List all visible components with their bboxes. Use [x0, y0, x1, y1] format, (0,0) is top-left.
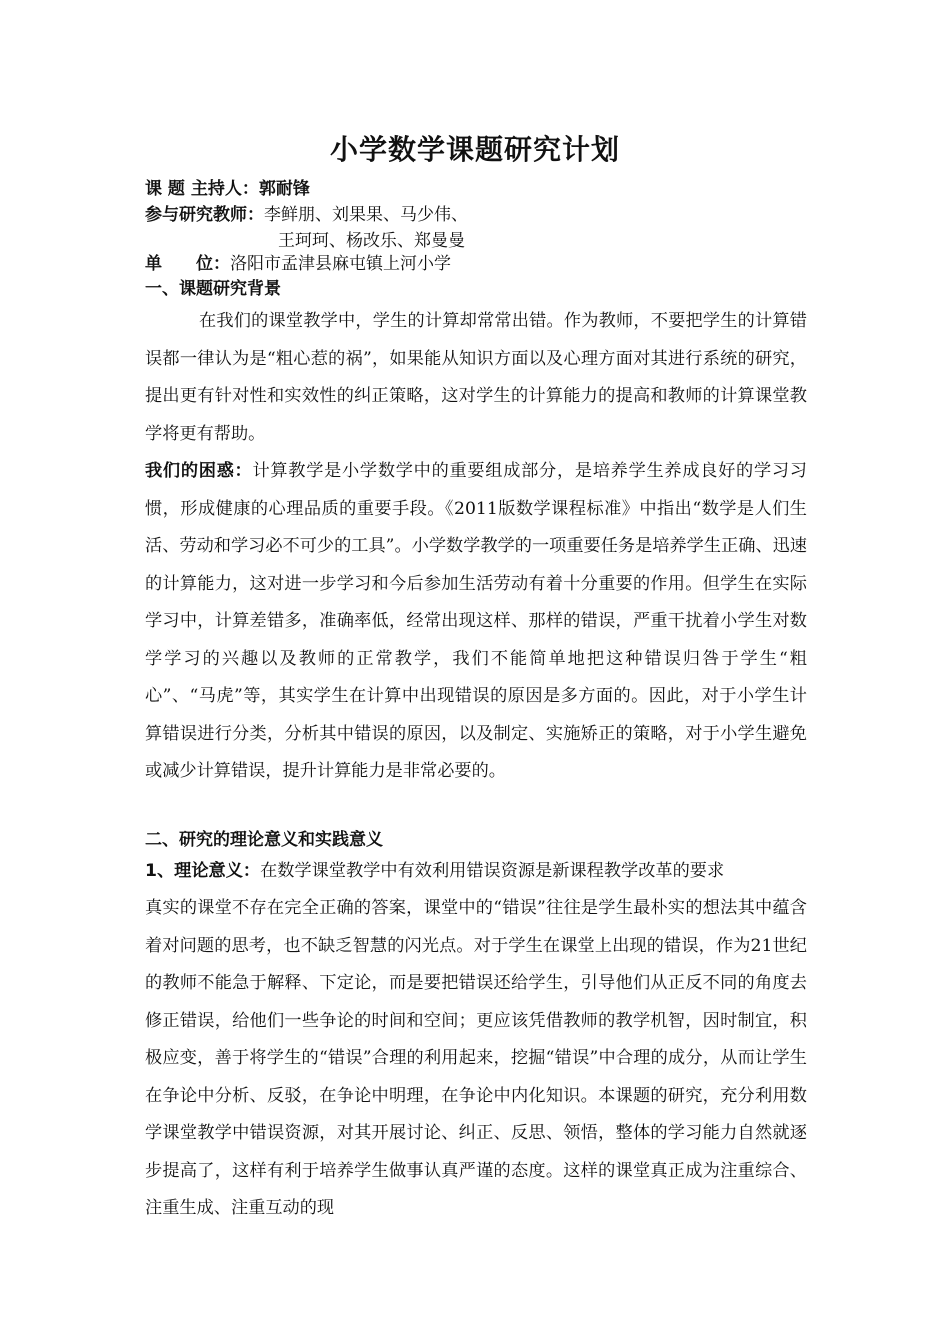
host-line: [145, 176, 310, 202]
teachers-label: 参与研究教师：: [145, 205, 264, 225]
teachers-names-2: 王珂珂、杨改乐、郑曼曼: [278, 231, 465, 251]
teachers-names-1: 李鲜朋、刘果果、马少伟、: [264, 205, 468, 225]
host-value: 郭耐锋: [258, 179, 310, 199]
unit-label: 单 位：: [145, 254, 230, 274]
unit-line: [145, 251, 451, 277]
difficulty-label: 我们的困惑：: [145, 461, 253, 481]
section-2-heading: 二、研究的理论意义和实践意义: [145, 830, 383, 850]
theory-first-line: [145, 853, 807, 891]
difficulty-text: 计算教学是小学数学中的重要组成部分，是培养学生养成良好的学习习惯，形成健康的心理品质的重要手段。《2011版数学课程标准》中指出“数学是人们生活、劳动和学习必不可少的工具”。小学数学教学的一项重要任务是培养学生正确、迅速的计算能力，这对进一步学习和今后参加生活劳动有着十分重要的作用。但学生在实际学习中，计算差错多，准确率低，经常出现这样、那样的错误，严重干扰着小学生对数学学习的兴趣以及教师的正常教学，我们不能简单地把这种错误归咎于学生“粗心”、“马虎”等，其实学生在计算中出现错误的原因是多方面的。因此，对于小学生计算错误进行分类，分析其中错误的原因，以及制定、实施矫正的策略，对于小学生避免或减少计算错误，提升计算能力是非常必要的。: [145, 461, 807, 781]
document-title: 小学数学课题研究计划: [329, 133, 620, 166]
host-label: 课 题 主持人：: [145, 179, 259, 199]
unit-value: 洛阳市孟津县麻屯镇上河小学: [230, 254, 451, 274]
theory-paragraph: 真实的课堂不存在完全正确的答案，课堂中的“错误”往往是学生最朴实的想法其中蕴含着对问题的思考，也不缺乏智慧的闪光点。对于学生在课堂上出现的错误，作为21世纪的教师不能急于解释、下定论，而是要把错误还给学生，引导他们从正反不同的角度去修正错误，给他们一些争论的时间和空间；更应该凭借教师的教学机智，因时制宜，积极应变，善于将学生的“错误”合理的利用起来，挖掘“错误”中合理的成分，从而让学生在争论中分析、反驳，在争论中明理，在争论中内化知识。本课题的研究，充分利用数学课堂教学中错误资源，对其开展讨论、纠正、反思、领悟，整体的学习能力自然就逐步提高了，这样有利于培养学生做事认真严谨的态度。这样的课堂真正成为注重综合、注重生成、注重互动的现: [145, 898, 807, 1218]
section-1-paragraph: 在我们的课堂教学中，学生的计算却常常出错。作为教师，不要把学生的计算错误都一律认为是“粗心惹的祸”，如果能从知识方面以及心理方面对其进行系统的研究，提出更有针对性和实效性的纠正策略，这对学生的计算能力的提高和教师的计算课堂教学将更有帮助。: [145, 311, 807, 444]
theory-first-text: 在数学课堂教学中有效利用错误资源是新课程教学改革的要求: [260, 861, 725, 881]
teachers-line-1: [145, 202, 468, 228]
theory-label: 1、理论意义：: [145, 861, 261, 881]
section-1-heading: 一、课题研究背景: [145, 279, 281, 299]
difficulty-paragraph: [145, 453, 807, 791]
